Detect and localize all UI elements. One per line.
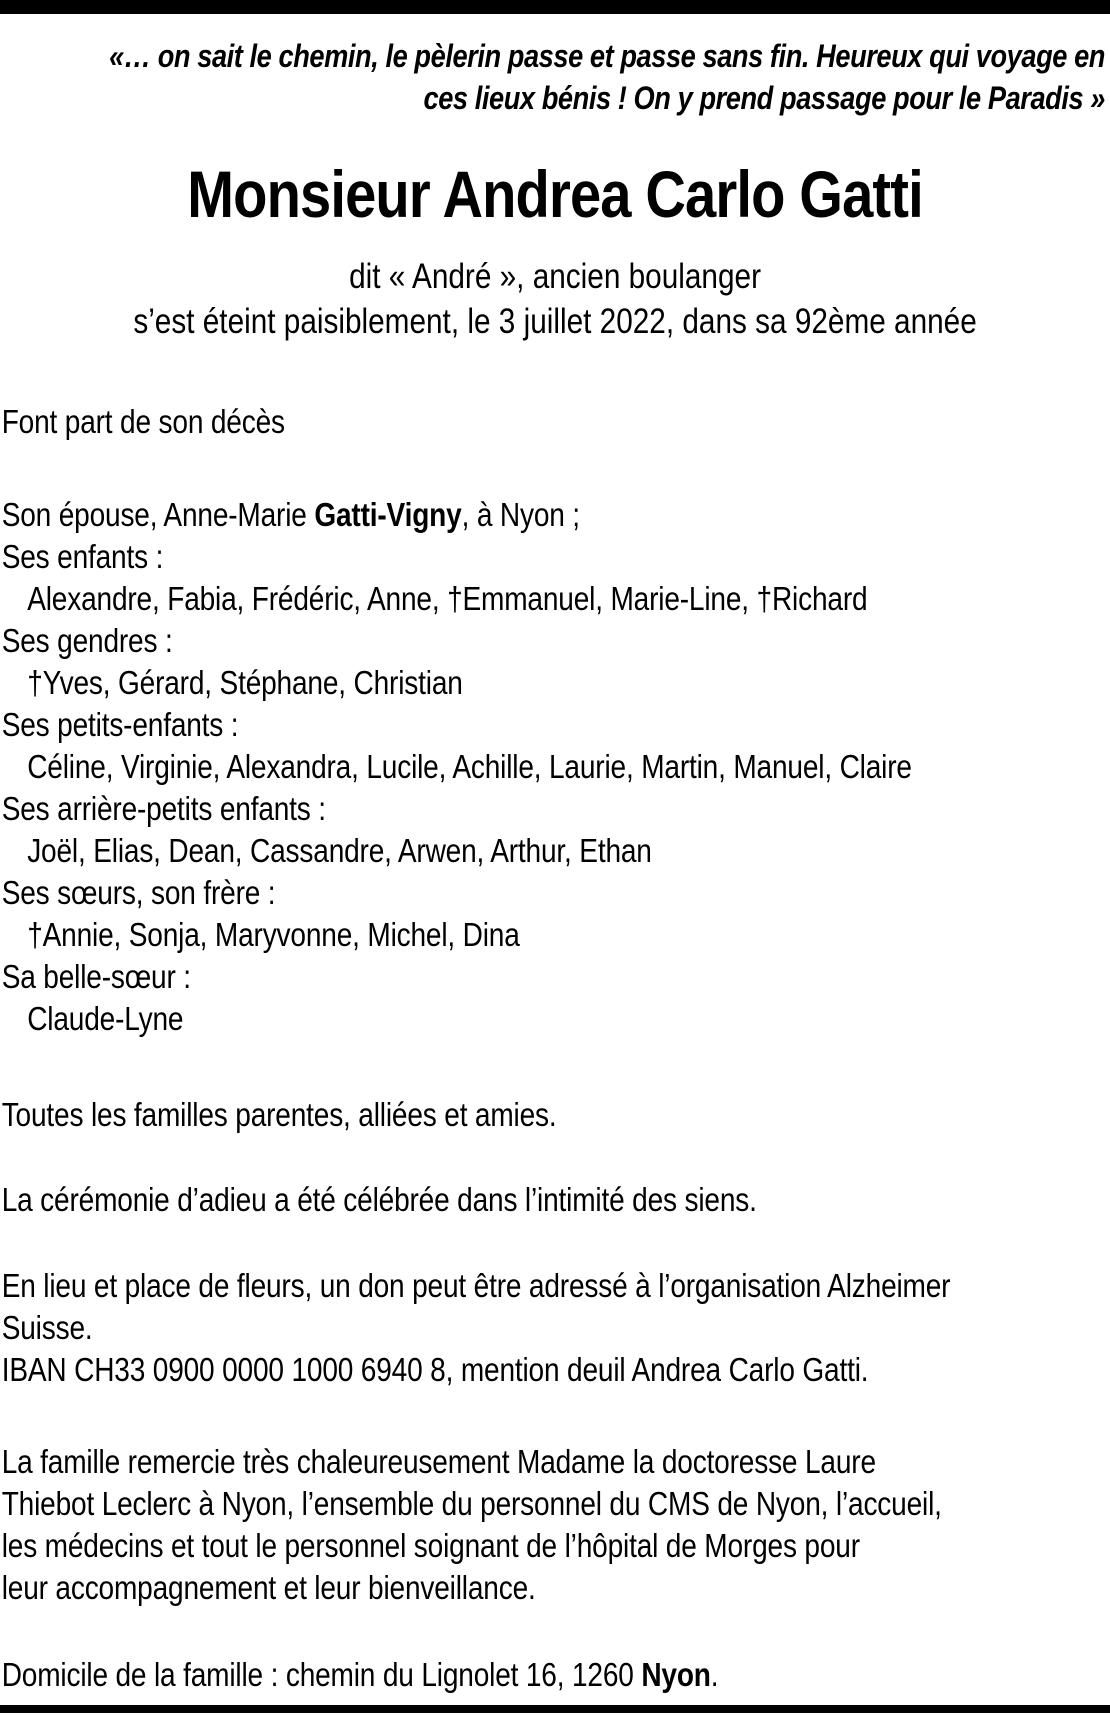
paragraph-domicile [2,1654,1110,1696]
family-names-grandchildren: Céline, Virginie, Alexandra, Lucile, Achille, Laurie, Martin, Manuel, Claire [27,748,912,785]
death-date-line: s’est éteint paisiblement, le 3 juillet 2022, dans sa 92ème année [133,302,977,341]
family-names-sons-in-law: †Yves, Gérard, Stéphane, Christian [27,664,463,701]
thanks-line-2: Thiebot Leclerc à Nyon, l’ensemble du personnel du CMS de Nyon, l’accueil, [1,1485,942,1522]
spouse-prefix: Son épouse, Anne-Marie [1,496,315,533]
family-names-siblings: †Annie, Sonja, Maryvonne, Michel, Dina [27,916,520,953]
family-label-sister-in-law: Sa belle-sœur : [1,958,191,995]
announcement-line: Font part de son décès [1,403,285,440]
family-names-children: Alexandre, Fabia, Frédéric, Anne, †Emmanuel, Marie-Line, †Richard [27,580,868,617]
paragraph-thanks [2,1441,1110,1609]
paragraph-families: Toutes les familles parentes, alliées et amies. [1,1096,557,1133]
spouse-surname-bold: Gatti-Vigny [314,496,462,533]
thanks-line-4: leur accompagnement et leur bienveillance. [1,1569,536,1606]
deceased-subtitle [0,254,1110,344]
memorial-quote-line-1: «… on sait le chemin, le pèlerin passe et passe sans fin. Heureux qui voyage en [109,38,1106,74]
family-label-siblings: Ses sœurs, son frère : [1,874,276,911]
family-label-grandchildren: Ses petits-enfants : [1,706,239,743]
family-label-children: Ses enfants : [1,538,164,575]
family-names-sister-in-law: Claude-Lyne [27,1000,184,1037]
family-label-great-grandchildren: Ses arrière-petits enfants : [1,790,326,827]
family-list [2,494,1110,1040]
bottom-border-bar [0,1705,1110,1713]
paragraph-donation [2,1265,1110,1391]
memorial-quote-line-2: ces lieux bénis ! On y prend passage pour le Paradis » [423,80,1105,116]
thanks-line-3: les médecins et tout le personnel soignant de l’hôpital de Morges pour [1,1527,860,1564]
thanks-line-1: La famille remercie très chaleureusement Madame la doctoresse Laure [1,1443,876,1480]
family-line-spouse [2,494,1110,536]
donation-iban-line: IBAN CH33 0900 0000 1000 6940 8, mention deuil Andrea Carlo Gatti. [1,1351,869,1388]
memorial-quote [3,35,1105,119]
domicile-suffix: . [710,1656,719,1693]
donation-line-1: En lieu et place de fleurs, un don peut être adressé à l’organisation Alzheimer [1,1267,951,1304]
family-label-sons-in-law: Ses gendres : [1,622,173,659]
deceased-name-title: Monsieur Andrea Carlo Gatti [187,157,923,231]
domicile-prefix: Domicile de la famille : chemin du Lignolet 16, 1260 [1,1656,642,1693]
domicile-city-bold: Nyon [641,1656,711,1693]
paragraph-ceremony: La cérémonie d’adieu a été célébrée dans l’intimité des siens. [1,1181,757,1218]
donation-line-2: Suisse. [1,1309,93,1346]
family-names-great-grandchildren: Joël, Elias, Dean, Cassandre, Arwen, Arthur, Ethan [27,832,652,869]
spouse-suffix: , à Nyon ; [461,496,580,533]
deceased-nickname-line: dit « André », ancien boulanger [349,257,761,296]
